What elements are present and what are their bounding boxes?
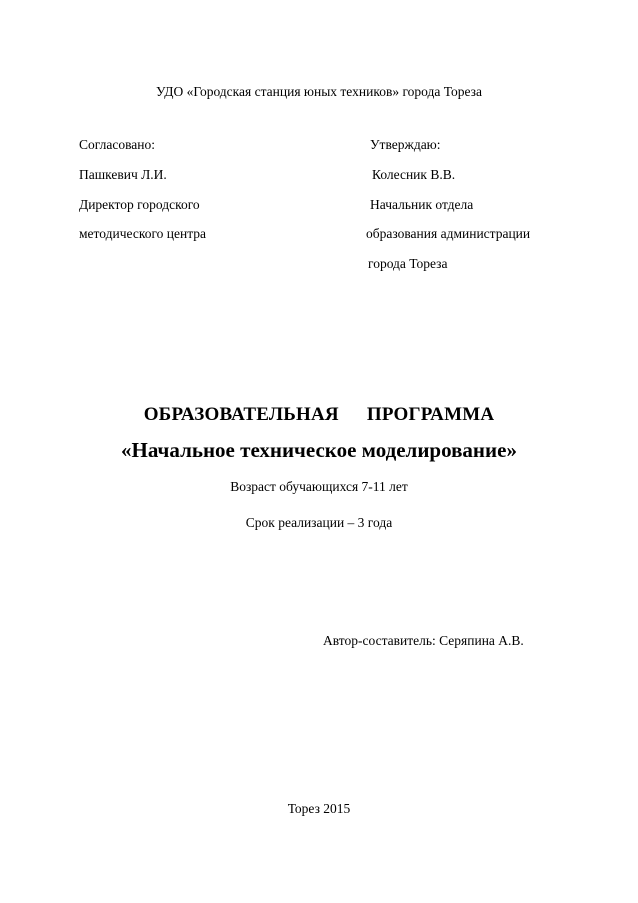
institution-header: УДО «Городская станция юных техников» города Тореза: [156, 84, 482, 99]
approval-right-position-1: Начальник отдела: [370, 197, 474, 212]
program-name: «Начальное техническое моделирование»: [121, 438, 517, 462]
program-duration: Срок реализации – 3 года: [245, 515, 393, 530]
program-title-word-1: ОБРАЗОВАТЕЛЬНАЯ: [143, 404, 339, 425]
approval-right-position-3: города Тореза: [368, 256, 448, 271]
author-line: Автор-составитель: Серяпина А.В.: [323, 633, 524, 648]
approval-left-position-2: методического центра: [79, 226, 207, 241]
approval-left-position-1: Директор городского: [79, 197, 200, 212]
place-year: Торез 2015: [287, 801, 351, 816]
program-age: Возраст обучающихся 7-11 лет: [230, 479, 408, 494]
approval-right-position-2: образования администрации: [366, 226, 531, 241]
approval-right-name: Колесник В.В.: [372, 167, 456, 182]
approval-left-name: Пашкевич Л.И.: [79, 167, 167, 182]
approval-left-label: Согласовано:: [79, 137, 155, 152]
approval-right-label: Утверждаю:: [370, 137, 441, 152]
program-title-word-2: ПРОГРАММА: [366, 404, 495, 425]
program-title: [0, 404, 638, 426]
